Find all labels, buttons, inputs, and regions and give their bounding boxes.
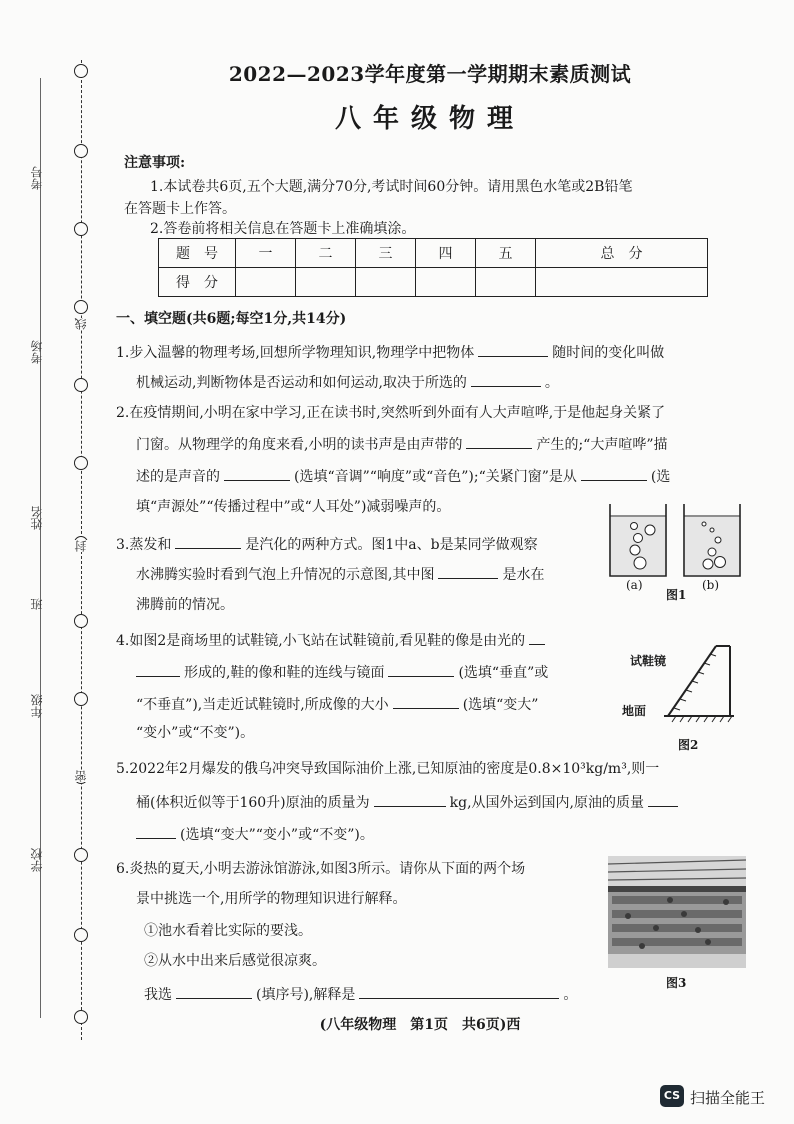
q5-text: 桶(体积近似等于160升)原油的质量为 (136, 795, 370, 811)
figure-1-label-b: (b) (702, 578, 720, 592)
answer-blank[interactable] (136, 664, 180, 677)
figure-1-label-a: (a) (626, 578, 643, 592)
question-1 (116, 344, 664, 360)
answer-blank[interactable] (478, 344, 548, 357)
score-cell: 总 分 (536, 239, 708, 268)
answer-blank[interactable] (529, 632, 545, 645)
exam-title: 2022—2023学年度第一学期期末素质测试 (228, 62, 632, 86)
answer-blank[interactable] (388, 664, 454, 677)
figure-1-caption: 图1 (666, 588, 687, 602)
figure-1-beakers (604, 500, 744, 596)
page-footer: (八年级物理 第1页 共6页)西 (319, 1017, 521, 1033)
q3-text: 是水在 (502, 567, 545, 583)
q4-text: 4.如图2是商场里的试鞋镜,小飞站在试鞋镜前,看见鞋的像是由光的 (116, 633, 526, 649)
q6-text: (填序号),解释是 (256, 987, 356, 1003)
q4-text: “不垂直”),当走近试鞋镜时,所成像的大小 (136, 697, 389, 713)
question-2: 2.在疫情期间,小明在家中学习,正在读书时,突然听到外面有人大声喧哗,于是他起身关紧了 (116, 405, 666, 421)
figure-2-label-mirror: 试鞋镜 (630, 654, 667, 668)
binding-label-exam-number: 考号 (30, 166, 44, 190)
question-1-line-2 (136, 374, 559, 390)
score-input[interactable] (536, 268, 708, 297)
margin-line (40, 78, 41, 1018)
figure-3-caption: 图3 (666, 976, 687, 990)
binding-hole (74, 64, 88, 78)
answer-blank[interactable] (224, 468, 290, 481)
score-input[interactable] (356, 268, 416, 297)
score-table-score-row (159, 268, 708, 297)
question-4-line-4: “变小”或“不变”)。 (136, 725, 255, 741)
score-cell: 题 号 (159, 239, 236, 268)
question-3-line-3: 沸腾前的情况。 (136, 597, 234, 613)
binding-label-school: 学校 (30, 848, 44, 872)
answer-blank[interactable] (176, 986, 252, 999)
q5-text: kg,从国外运到国内,原油的质量 (449, 795, 645, 811)
q3-text: 是汽化的两种方式。图1中a、b是某同学做观察 (245, 537, 538, 553)
q4-text: (选填“变大” (462, 697, 539, 713)
score-cell: 一 (236, 239, 296, 268)
question-5-line-2 (136, 794, 682, 810)
q3-text: 3.蒸发和 (116, 537, 172, 553)
answer-blank[interactable] (471, 374, 541, 387)
binding-label-class: 班 (30, 598, 44, 610)
question-5-line-3 (136, 826, 374, 842)
answer-blank[interactable] (438, 566, 498, 579)
score-cell: 三 (356, 239, 416, 268)
figure-2-label-ground: 地面 (622, 704, 647, 718)
q2-text: (选 (650, 469, 671, 485)
score-cell: 二 (296, 239, 356, 268)
question-4 (116, 632, 549, 648)
q6-text: 。 (563, 987, 578, 1003)
binding-label-exam-room: 考场 (30, 340, 44, 364)
q2-text: (选填“音调”“响度”或“音色”);“关紧门窗”是从 (294, 469, 577, 485)
binding-hole (74, 300, 88, 314)
q1-text: 1.步入温馨的物理考场,回想所学物理知识,物理学中把物体 (116, 345, 475, 361)
question-6-line-5 (144, 986, 577, 1002)
notice-line-2: 2.答卷前将相关信息在答题卡上准确填涂。 (150, 221, 416, 237)
score-input[interactable] (296, 268, 356, 297)
answer-blank[interactable] (359, 986, 559, 999)
score-cell: 得 分 (159, 268, 236, 297)
answer-blank[interactable] (466, 436, 532, 449)
q6-text: 我选 (144, 987, 172, 1003)
question-3-line-2 (136, 566, 544, 582)
section-heading: 一、填空题(共6题;每空1分,共14分) (116, 311, 347, 327)
score-table (158, 238, 708, 297)
q1-text: 机械运动,判断物体是否运动和如何运动,取决于所选的 (136, 375, 467, 391)
binding-hole (74, 928, 88, 942)
score-input[interactable] (416, 268, 476, 297)
q3-text: 水沸腾实验时看到气泡上升情况的示意图,其中图 (136, 567, 435, 583)
figure-2-caption: 图2 (678, 738, 699, 752)
binding-hole (74, 692, 88, 706)
binding-hole (74, 378, 88, 392)
binding-char-line: 线 (74, 318, 88, 330)
question-5: 5.2022年2月爆发的俄乌冲突导致国际油价上涨,已知原油的密度是0.8×10³kg/m³,则一 (116, 761, 660, 777)
q4-text: (选填“垂直”或 (458, 665, 549, 681)
score-cell: 四 (416, 239, 476, 268)
answer-blank[interactable] (581, 468, 647, 481)
notice-line-1b: 在答题卡上作答。 (124, 201, 236, 217)
camscanner-watermark: 扫描全能王 (690, 1089, 766, 1107)
question-4-line-3 (136, 696, 538, 712)
score-input[interactable] (236, 268, 296, 297)
binding-label-grade: 年级 (30, 694, 44, 718)
answer-blank[interactable] (648, 794, 678, 807)
question-2-line-4: 填“声源处”“传播过程中”或“人耳处”)减弱噪声的。 (136, 499, 451, 515)
q2-text: 产生的;“大声喧哗”描 (536, 437, 668, 453)
figure-3-pool-photo (608, 856, 746, 968)
answer-blank[interactable] (175, 536, 241, 549)
q2-text: 述的是声音的 (136, 469, 220, 485)
score-input[interactable] (476, 268, 536, 297)
question-2-line-2 (136, 436, 667, 452)
q1-text: 。 (544, 375, 559, 391)
binding-hole (74, 848, 88, 862)
notice-heading: 注意事项: (124, 155, 186, 171)
question-6-line-2: 景中挑选一个,用所学的物理知识进行解释。 (136, 891, 407, 907)
binding-char-secret: 密 (74, 770, 88, 782)
camscanner-logo-icon: CS (660, 1085, 684, 1107)
notice-line-1: 1.本试卷共6页,五个大题,满分70分,考试时间60分钟。请用黑色水笔或2B铅笔 (150, 179, 633, 195)
beaker-a (610, 504, 666, 576)
answer-blank[interactable] (136, 826, 176, 839)
q2-text: 门窗。从物理学的角度来看,小明的读书声是由声带的 (136, 437, 463, 453)
q4-text: 形成的,鞋的像和鞋的连线与镜面 (184, 665, 385, 681)
binding-char-seal: 封 (74, 540, 88, 552)
binding-hole (74, 222, 88, 236)
score-cell: 五 (476, 239, 536, 268)
subject-title: 八年级物理 (334, 104, 525, 134)
binding-label-name: 姓名 (30, 506, 44, 530)
beaker-b (684, 504, 740, 576)
question-4-line-2 (136, 664, 548, 680)
answer-blank[interactable] (374, 794, 446, 807)
question-3 (116, 536, 538, 552)
question-6-option-1: ①池水看着比实际的要浅。 (144, 923, 312, 939)
binding-hole (74, 456, 88, 470)
score-table-header-row (159, 239, 708, 268)
binding-hole (74, 144, 88, 158)
binding-hole (74, 614, 88, 628)
q5-text: (选填“变大”“变小”或“不变”)。 (180, 827, 374, 843)
binding-hole (74, 1010, 88, 1024)
q1-text: 随时间的变化叫做 (552, 345, 665, 361)
question-2-line-3 (136, 468, 670, 484)
answer-blank[interactable] (393, 696, 459, 709)
question-6: 6.炎热的夏天,小明去游泳馆游泳,如图3所示。请你从下面的两个场 (116, 861, 526, 877)
question-6-option-2: ②从水中出来后感觉很凉爽。 (144, 953, 326, 969)
